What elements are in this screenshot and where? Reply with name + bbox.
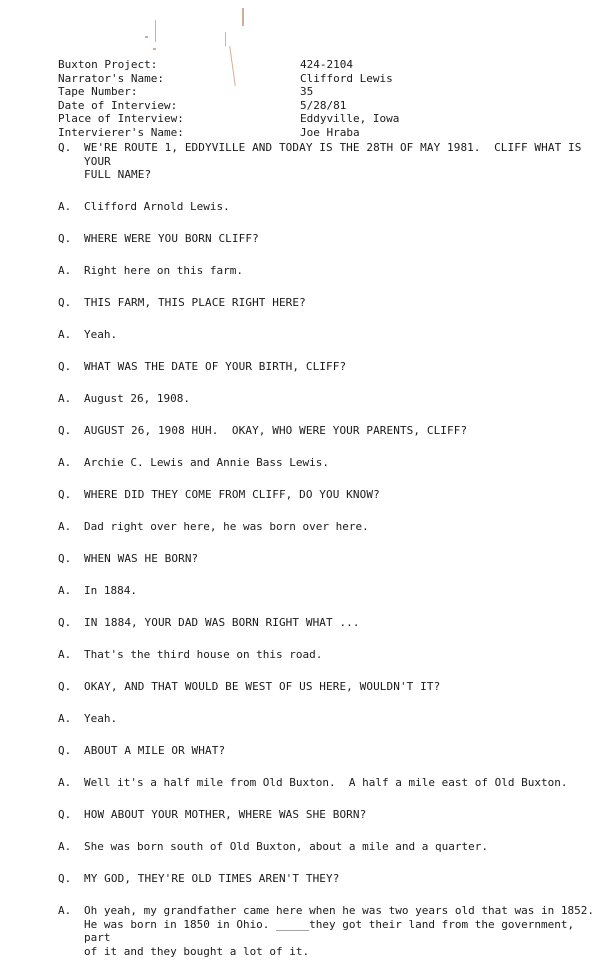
speaker-label: A.	[58, 712, 72, 725]
scan-mark	[242, 8, 244, 26]
utterance-text: MY GOD, THEY'RE OLD TIMES AREN'T THEY?	[84, 872, 340, 885]
speaker-label: A.	[58, 840, 72, 853]
answer-entry	[58, 648, 598, 662]
answer-entry	[58, 584, 598, 598]
header-label: Place of Interview:	[58, 112, 184, 125]
scan-mark	[145, 36, 148, 38]
speaker-label: Q.	[58, 296, 72, 309]
speaker-label: A.	[58, 648, 72, 661]
header-value: Joe Hraba	[300, 125, 360, 139]
header-value: 424-2104	[300, 58, 353, 71]
utterance-text: Well it's a half mile from Old Buxton. A half a mile east of Old Buxton.	[84, 776, 568, 789]
speaker-label: Q.	[58, 360, 72, 373]
utterance-text: WHERE WERE YOU BORN CLIFF?	[84, 232, 259, 245]
utterance-text: Right here on this farm.	[84, 264, 243, 277]
question-entry	[58, 552, 598, 566]
utterance-text: Oh yeah, my grandfather came here when he was two years old that was in 1852. He was born in 1850 in Ohio. _____they got their land from the government, part of it and they bought a lot of it.	[84, 904, 594, 958]
utterance-text: That's the third house on this road.	[84, 648, 323, 661]
header-label: Intervierer's Name:	[58, 125, 184, 139]
utterance-text: OKAY, AND THAT WOULD BE WEST OF US HERE, WOULDN'T IT?	[84, 680, 441, 693]
header-row	[58, 58, 399, 72]
speaker-label: Q.	[58, 552, 72, 565]
speaker-label: Q.	[58, 744, 72, 757]
speaker-label: A.	[58, 392, 72, 405]
header-label: Buxton Project:	[58, 58, 158, 71]
speaker-label: A.	[58, 520, 72, 533]
question-entry	[58, 872, 598, 886]
question-entry	[58, 424, 598, 438]
utterance-text: WHEN WAS HE BORN?	[84, 552, 199, 565]
scan-mark	[225, 32, 226, 46]
speaker-label: Q.	[58, 232, 72, 245]
utterance-text: August 26, 1908.	[84, 392, 190, 405]
header-row	[58, 85, 399, 99]
speaker-label: A.	[58, 776, 72, 789]
answer-entry	[58, 456, 598, 470]
question-entry	[58, 488, 598, 502]
answer-entry	[58, 520, 598, 534]
answer-entry	[58, 776, 598, 790]
header-value: Clifford Lewis	[300, 71, 393, 85]
utterance-text: ABOUT A MILE OR WHAT?	[84, 744, 226, 757]
question-entry	[58, 360, 598, 374]
utterance-text: In 1884.	[84, 584, 137, 597]
speaker-label: A.	[58, 328, 72, 341]
question-entry	[58, 141, 598, 182]
speaker-label: A.	[58, 584, 72, 597]
speaker-label: Q.	[58, 488, 72, 501]
question-entry	[58, 808, 598, 822]
speaker-label: A.	[58, 200, 72, 213]
utterance-text: Yeah.	[84, 712, 118, 725]
answer-entry	[58, 712, 598, 726]
header-row	[58, 112, 399, 126]
speaker-label: Q.	[58, 872, 72, 885]
question-entry	[58, 680, 598, 694]
speaker-label: Q.	[58, 808, 72, 821]
speaker-label: Q.	[58, 680, 72, 693]
scan-mark	[153, 48, 156, 50]
header-row	[58, 99, 399, 113]
answer-entry	[58, 392, 598, 406]
question-entry	[58, 232, 598, 246]
utterance-text: Clifford Arnold Lewis.	[84, 200, 230, 213]
speaker-label: A.	[58, 456, 72, 469]
header-label: Date of Interview:	[58, 98, 178, 112]
answer-entry	[58, 904, 598, 958]
utterance-text: THIS FARM, THIS PLACE RIGHT HERE?	[84, 296, 306, 309]
interview-header	[58, 58, 399, 139]
utterance-text: IN 1884, YOUR DAD WAS BORN RIGHT WHAT ...	[84, 616, 360, 629]
answer-entry	[58, 200, 598, 214]
answer-entry	[58, 264, 598, 278]
question-entry	[58, 296, 598, 310]
answer-entry	[58, 328, 598, 342]
utterance-text: Dad right over here, he was born over here.	[84, 520, 369, 533]
header-value: Eddyville, Iowa	[300, 112, 400, 125]
scan-mark	[155, 20, 156, 42]
utterance-text: Archie C. Lewis and Annie Bass Lewis.	[84, 456, 330, 469]
header-value: 35	[300, 85, 314, 98]
speaker-label: Q.	[58, 424, 72, 437]
speaker-label: A.	[58, 904, 72, 917]
speaker-label: Q.	[58, 616, 72, 629]
utterance-text: WHAT WAS THE DATE OF YOUR BIRTH, CLIFF?	[84, 360, 347, 373]
question-entry	[58, 744, 598, 758]
header-row	[58, 126, 399, 140]
header-value: 5/28/81	[300, 98, 347, 112]
header-label: Tape Number:	[58, 85, 138, 98]
utterance-text: AUGUST 26, 1908 HUH. OKAY, WHO WERE YOUR PARENTS, CLIFF?	[84, 424, 468, 437]
utterance-text: She was born south of Old Buxton, about a mile and a quarter.	[84, 840, 488, 853]
question-entry	[58, 616, 598, 630]
utterance-text: Yeah.	[84, 328, 118, 341]
transcript	[58, 141, 598, 977]
header-row	[58, 72, 399, 86]
answer-entry	[58, 840, 598, 854]
header-label: Narrator's Name:	[58, 71, 164, 85]
speaker-label: Q.	[58, 141, 72, 154]
utterance-text: WE'RE ROUTE 1, EDDYVILLE AND TODAY IS THE 28TH OF MAY 1981. CLIFF WHAT IS YOUR FULL NAME?	[84, 141, 582, 181]
speaker-label: A.	[58, 264, 72, 277]
utterance-text: WHERE DID THEY COME FROM CLIFF, DO YOU KNOW?	[84, 488, 380, 501]
utterance-text: HOW ABOUT YOUR MOTHER, WHERE WAS SHE BORN?	[84, 808, 367, 821]
